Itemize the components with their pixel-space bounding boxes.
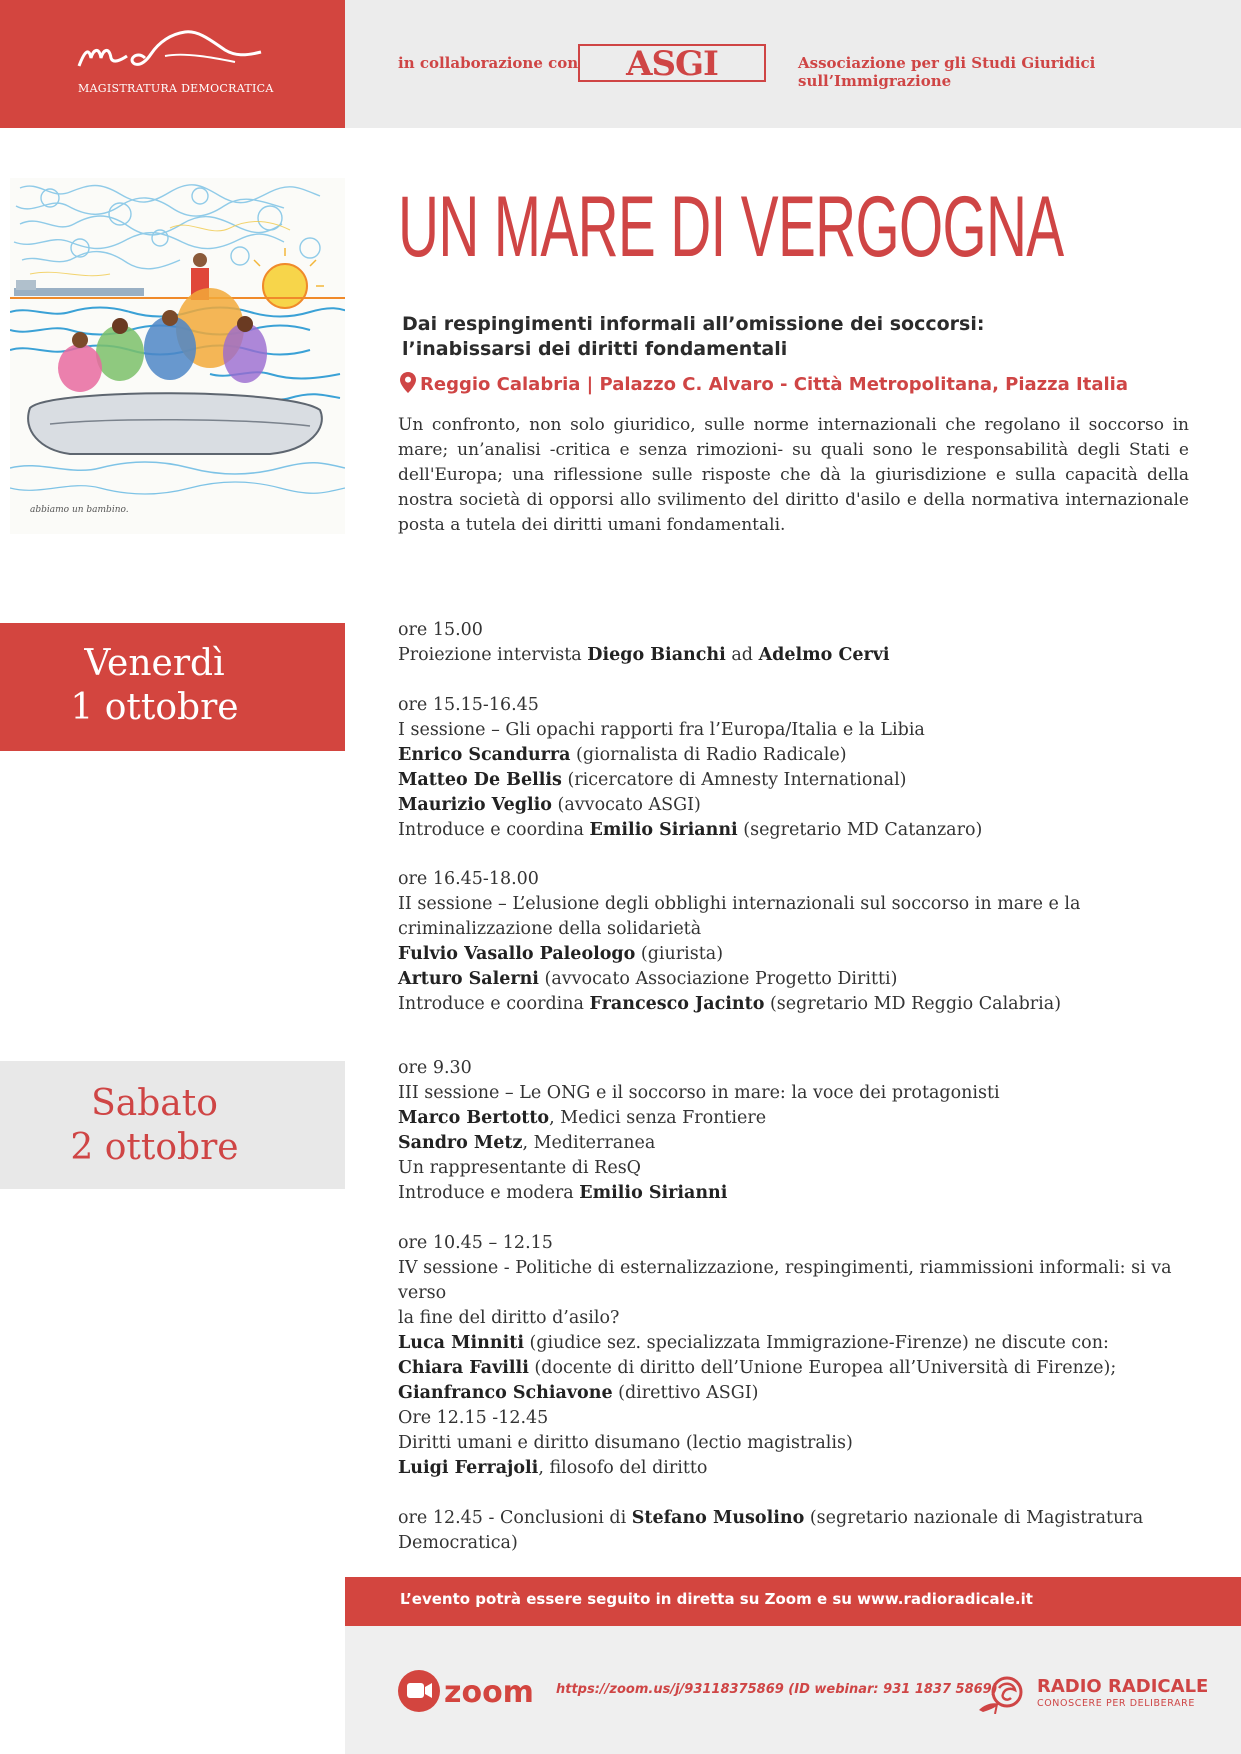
item-time: Ore 12.15 -12.45	[398, 1408, 549, 1428]
illustration-caption: abbiamo un bambino.	[30, 505, 129, 515]
speaker: Matteo De Bellis (ricercatore di Amnesty International)	[398, 770, 907, 790]
session-title: Diritti umani e diritto disumano (lectio magistralis)	[398, 1433, 853, 1453]
speaker: Luigi Ferrajoli, filosofo del diritto	[398, 1458, 708, 1478]
item-time: ore 9.30	[398, 1058, 472, 1078]
radio-radicale-tagline: CONOSCERE PER DELIBERARE	[1037, 1698, 1195, 1709]
radio-radicale-name: RADIO RADICALE	[1037, 1676, 1209, 1697]
collaboration-label: in collaborazione con	[398, 54, 579, 72]
program-session-2	[398, 867, 1198, 1017]
session-title: II sessione – L’elusione degli obblighi internazionali sul soccorso in mare e la	[398, 894, 1081, 914]
session-title: I sessione – Gli opachi rapporti fra l’Europa/Italia e la Libia	[398, 720, 925, 740]
session-title: IV sessione - Politiche di esternalizzazione, respingimenti, riammissioni informali: si va verso	[398, 1258, 1172, 1303]
conclusion-line: ore 12.45 - Conclusioni di Stefano Musolino (segretario nazionale di Magistratura Democratica)	[398, 1508, 1144, 1553]
item-time: ore 15.00	[398, 620, 483, 640]
event-title: UN MARE DI VERGOGNA	[398, 179, 1064, 275]
session-title: criminalizzazione della solidarietà	[398, 919, 702, 939]
event-subtitle	[402, 312, 1042, 362]
migrant-boat-illustration	[10, 178, 345, 534]
zoom-logo-icon	[398, 1668, 543, 1714]
day-date: 1 ottobre	[70, 687, 239, 728]
coordinator: Introduce e coordina Francesco Jacinto (segretario MD Reggio Calabria)	[398, 994, 1062, 1014]
zoom-wordmark: zoom	[444, 1675, 534, 1710]
program-lectio	[398, 1406, 1198, 1481]
day-date: 2 ottobre	[70, 1127, 239, 1168]
speaker: Marco Bertotto, Medici senza Frontiere	[398, 1108, 767, 1128]
speaker: Fulvio Vasallo Paleologo (giurista)	[398, 944, 724, 964]
subtitle-line: l’inabissarsi dei diritti fondamentali	[402, 338, 788, 360]
speaker: Enrico Scandurra (giornalista di Radio Radicale)	[398, 745, 847, 765]
md-logo-tagline: MAGISTRATURA DEMOCRATICA	[78, 82, 274, 95]
program-item-projection	[398, 618, 1198, 668]
program-session-1	[398, 693, 1198, 843]
coordinator: Introduce e modera Emilio Sirianni	[398, 1183, 728, 1203]
speaker: Chiara Favilli (docente di diritto dell’Unione Europea all’Università di Firenze);	[398, 1358, 1117, 1378]
radio-radicale-rose-icon	[975, 1674, 1033, 1714]
md-logo-icon	[75, 28, 265, 78]
subtitle-line: Dai respingimenti informali all’omissione dei soccorsi:	[402, 313, 985, 335]
coordinator: Introduce e coordina Emilio Sirianni (segretario MD Catanzaro)	[398, 820, 983, 840]
event-location	[400, 372, 1128, 395]
speaker: Maurizio Veglio (avvocato ASGI)	[398, 795, 701, 815]
speaker: Gianfranco Schiavone (direttivo ASGI)	[398, 1383, 759, 1403]
program-session-3	[398, 1056, 1198, 1206]
speaker: Un rappresentante di ResQ	[398, 1158, 642, 1178]
asgi-logo: ASGI	[578, 44, 766, 82]
map-pin-icon	[400, 372, 416, 393]
stream-note: L’evento potrà essere seguito in diretta su Zoom e su www.radioradicale.it	[400, 1590, 1033, 1608]
program-session-4	[398, 1231, 1198, 1406]
item-line: Proiezione intervista Diego Bianchi ad Adelmo Cervi	[398, 645, 890, 665]
saturday-label	[0, 1082, 345, 1170]
program-conclusions	[398, 1506, 1198, 1556]
zoom-webinar-link[interactable]: https://zoom.us/j/93118375869 (ID webinar: 931 1837 5869)	[556, 1682, 998, 1697]
item-time: ore 16.45-18.00	[398, 869, 539, 889]
session-title: la fine del diritto d’asilo?	[398, 1308, 620, 1328]
event-intro: Un confronto, non solo giuridico, sulle norme internazionali che regolano il soccorso in mare; un’analisi -critica e senza rimozioni- su quali sono le responsabilità degli Stati e dell'Europa; una riflessione sulle risposte che dà la giurisdizione e sulla capacità della nostra società di opporsi allo svilimento del diritto d'asilo e della normativa internazionale posta a tutela dei diritti umani fondamentali.	[398, 415, 1189, 535]
item-time: ore 10.45 – 12.15	[398, 1233, 553, 1253]
session-title: III sessione – Le ONG e il soccorso in mare: la voce dei protagonisti	[398, 1083, 1000, 1103]
speaker: Sandro Metz, Mediterranea	[398, 1133, 656, 1153]
speaker: Luca Minniti (giudice sez. specializzata Immigrazione-Firenze) ne discute con:	[398, 1333, 1109, 1353]
speaker: Arturo Salerni (avvocato Associazione Progetto Diritti)	[398, 969, 898, 989]
day-name: Sabato	[91, 1083, 218, 1124]
location-text: Reggio Calabria | Palazzo C. Alvaro - Città Metropolitana, Piazza Italia	[420, 374, 1128, 395]
item-time: ore 15.15-16.45	[398, 695, 539, 715]
friday-label	[0, 642, 345, 730]
day-name: Venerdì	[84, 643, 225, 684]
asgi-full-name: Associazione per gli Studi Giuridici sull’Immigrazione	[798, 54, 1096, 90]
